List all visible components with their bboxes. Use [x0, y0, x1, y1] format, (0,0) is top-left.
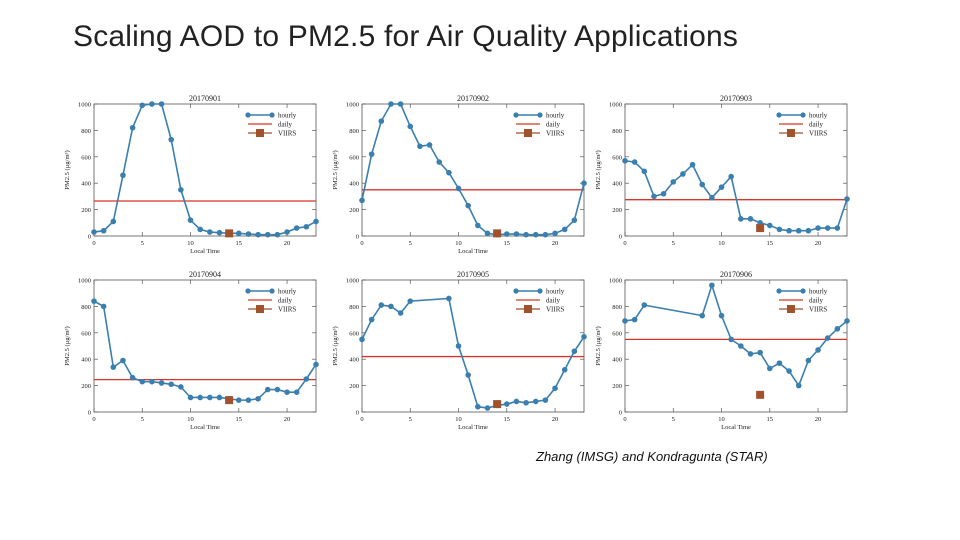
hourly-point	[622, 318, 628, 324]
x-tick-label: 20	[551, 240, 559, 247]
y-axis-label: PM2.5 (µg/m³)	[64, 150, 71, 190]
hourly-point	[111, 364, 117, 370]
x-tick-label: 0	[623, 416, 627, 423]
hourly-point	[304, 376, 310, 382]
legend-label-hourly: hourly	[809, 287, 828, 296]
hourly-point	[369, 317, 375, 323]
hourly-point	[313, 219, 319, 225]
hourly-point	[757, 350, 763, 356]
hourly-point	[796, 383, 802, 389]
hourly-point	[523, 400, 529, 406]
y-tick-label: 600	[349, 154, 359, 162]
x-tick-label: 20	[814, 240, 822, 247]
hourly-point	[91, 298, 97, 304]
hourly-point	[236, 231, 242, 237]
hourly-point	[188, 395, 194, 401]
hourly-point	[236, 397, 242, 403]
hourly-point	[178, 384, 184, 390]
legend-label-viirs: VIIRS	[278, 305, 297, 314]
legend-label-viirs: VIIRS	[278, 129, 297, 138]
y-tick-label: 1000	[609, 277, 622, 285]
hourly-point	[514, 399, 520, 405]
hourly-point	[369, 151, 375, 157]
y-tick-label: 200	[349, 207, 359, 215]
y-tick-label: 400	[612, 356, 622, 364]
hourly-point	[284, 229, 290, 235]
x-tick-label: 20	[283, 240, 291, 247]
x-tick-label: 15	[235, 240, 243, 247]
hourly-point	[815, 225, 821, 231]
y-tick-label: 0	[355, 233, 359, 241]
x-tick-label: 15	[235, 416, 243, 423]
x-tick-label: 5	[408, 416, 412, 423]
chart-panel-20170904	[58, 262, 338, 442]
hourly-point	[533, 399, 539, 405]
y-tick-label: 400	[612, 180, 622, 188]
hourly-point	[275, 232, 281, 238]
y-tick-label: 400	[349, 180, 359, 188]
y-tick-label: 200	[81, 207, 91, 215]
y-tick-label: 200	[612, 207, 622, 215]
hourly-point	[786, 228, 792, 234]
hourly-point	[427, 142, 433, 148]
x-axis-label: Local Time	[458, 248, 488, 255]
hourly-point	[101, 228, 107, 234]
chart-title: 20170905	[457, 270, 489, 279]
hourly-point	[709, 282, 715, 288]
legend-label-daily: daily	[278, 296, 292, 305]
hourly-point	[359, 198, 365, 204]
hourly-point	[632, 317, 638, 323]
legend-label-daily: daily	[809, 296, 823, 305]
hourly-point	[304, 224, 310, 230]
chart-title: 20170906	[720, 270, 752, 279]
hourly-point	[246, 231, 252, 237]
slide-title: Scaling AOD to PM2.5 for Air Quality Applications	[73, 20, 739, 53]
viirs-point	[493, 400, 501, 408]
hourly-point	[465, 203, 471, 209]
hourly-point	[699, 182, 705, 188]
viirs-point	[756, 391, 764, 399]
hourly-point	[767, 223, 773, 229]
y-tick-label: 600	[81, 330, 91, 338]
legend-hourly-marker	[513, 288, 518, 293]
hourly-point	[728, 174, 734, 180]
legend-hourly-marker	[800, 112, 805, 117]
y-tick-label: 400	[81, 356, 91, 364]
hourly-point	[149, 101, 155, 107]
hourly-point	[523, 232, 529, 238]
legend-label-hourly: hourly	[278, 111, 297, 120]
y-tick-label: 200	[349, 383, 359, 391]
hourly-point	[456, 186, 462, 192]
hourly-point	[379, 118, 385, 124]
hourly-point	[130, 375, 136, 381]
y-tick-label: 1000	[609, 101, 622, 109]
hourly-point	[504, 231, 510, 237]
hourly-point	[398, 101, 404, 107]
hourly-point	[690, 162, 696, 168]
hourly-point	[835, 326, 841, 332]
x-tick-label: 10	[455, 416, 462, 423]
hourly-point	[767, 366, 773, 372]
chart-title: 20170903	[720, 94, 752, 103]
legend-viirs-marker	[256, 129, 264, 137]
x-tick-label: 5	[671, 240, 675, 247]
legend-hourly-marker	[537, 112, 542, 117]
hourly-point	[275, 387, 281, 393]
legend-hourly-marker	[800, 288, 805, 293]
y-tick-label: 0	[355, 409, 359, 417]
credit-text: Zhang (IMSG) and Kondragunta (STAR)	[536, 449, 768, 464]
hourly-point	[844, 196, 850, 202]
hourly-point	[504, 401, 510, 407]
y-tick-label: 0	[87, 409, 91, 417]
hourly-point	[796, 228, 802, 234]
hourly-point	[543, 397, 549, 403]
legend-label-viirs: VIIRS	[546, 129, 565, 138]
hourly-point	[91, 229, 97, 235]
viirs-point	[756, 224, 764, 232]
chart-title: 20170904	[189, 270, 221, 279]
chart-panel-20170901	[58, 86, 338, 266]
y-tick-label: 400	[349, 356, 359, 364]
x-tick-label: 0	[360, 240, 364, 247]
x-tick-label: 15	[503, 416, 511, 423]
legend-viirs-marker	[524, 129, 532, 137]
hourly-point	[446, 170, 452, 176]
hourly-point	[642, 169, 648, 175]
hourly-point	[728, 337, 734, 343]
hourly-point	[436, 159, 442, 165]
y-tick-label: 1000	[346, 101, 359, 109]
y-axis-label: PM2.5 (µg/m³)	[595, 326, 602, 366]
hourly-point	[533, 232, 539, 238]
x-tick-label: 10	[187, 240, 194, 247]
hourly-point	[255, 232, 261, 238]
x-tick-label: 20	[283, 416, 291, 423]
chart-title: 20170902	[457, 94, 489, 103]
hourly-point	[680, 171, 686, 177]
hourly-point	[159, 380, 165, 386]
hourly-point	[255, 396, 261, 402]
legend-label-hourly: hourly	[278, 287, 297, 296]
hourly-point	[294, 225, 300, 231]
hourly-point	[407, 298, 413, 304]
y-tick-label: 800	[81, 127, 91, 135]
hourly-point	[149, 379, 155, 385]
hourly-point	[642, 302, 648, 308]
hourly-point	[379, 302, 385, 308]
y-axis-label: PM2.5 (µg/m³)	[64, 326, 71, 366]
hourly-point	[446, 296, 452, 302]
y-tick-label: 1000	[346, 277, 359, 285]
legend-viirs-marker	[524, 305, 532, 313]
legend-label-daily: daily	[546, 120, 560, 129]
hourly-point	[485, 405, 491, 411]
legend-hourly-marker	[269, 288, 274, 293]
hourly-point	[572, 217, 578, 223]
legend-hourly-marker	[269, 112, 274, 117]
hourly-point	[130, 125, 136, 131]
legend-viirs-marker	[787, 129, 795, 137]
hourly-point	[120, 358, 126, 364]
x-tick-label: 0	[92, 416, 96, 423]
hourly-point	[417, 143, 423, 149]
y-tick-label: 600	[612, 154, 622, 162]
legend-hourly-marker	[245, 288, 250, 293]
y-axis-label: PM2.5 (µg/m³)	[332, 150, 339, 190]
y-tick-label: 800	[349, 303, 359, 311]
hourly-point	[359, 337, 365, 343]
hourly-point	[719, 184, 725, 190]
x-axis-label: Local Time	[190, 424, 220, 431]
hourly-point	[197, 227, 203, 233]
hourly-point	[265, 387, 271, 393]
y-tick-label: 800	[81, 303, 91, 311]
hourly-point	[835, 225, 841, 231]
y-tick-label: 600	[349, 330, 359, 338]
legend-label-hourly: hourly	[809, 111, 828, 120]
x-tick-label: 10	[455, 240, 462, 247]
legend-viirs-marker	[787, 305, 795, 313]
hourly-series-line	[362, 298, 584, 408]
hourly-point	[475, 223, 481, 229]
hourly-point	[265, 232, 271, 238]
hourly-point	[806, 228, 812, 234]
hourly-point	[581, 334, 587, 340]
legend-hourly-marker	[537, 288, 542, 293]
hourly-point	[217, 395, 223, 401]
hourly-point	[388, 304, 394, 310]
hourly-point	[815, 347, 821, 353]
hourly-point	[456, 343, 462, 349]
x-tick-label: 15	[766, 416, 774, 423]
hourly-point	[313, 362, 319, 368]
hourly-point	[562, 367, 568, 373]
legend-label-hourly: hourly	[546, 287, 565, 296]
y-tick-label: 800	[612, 303, 622, 311]
hourly-point	[159, 101, 165, 107]
legend-label-daily: daily	[809, 120, 823, 129]
hourly-point	[407, 124, 413, 130]
y-tick-label: 0	[618, 233, 622, 241]
hourly-point	[738, 343, 744, 349]
hourly-point	[719, 313, 725, 319]
hourly-point	[543, 232, 549, 238]
x-tick-label: 10	[718, 416, 725, 423]
legend-label-viirs: VIIRS	[546, 305, 565, 314]
hourly-point	[825, 225, 831, 231]
x-tick-label: 20	[814, 416, 822, 423]
hourly-point	[120, 172, 126, 178]
x-tick-label: 5	[140, 240, 144, 247]
hourly-point	[552, 231, 558, 237]
hourly-point	[101, 304, 107, 310]
hourly-point	[622, 158, 628, 164]
y-tick-label: 200	[612, 383, 622, 391]
y-tick-label: 800	[612, 127, 622, 135]
hourly-point	[388, 101, 394, 107]
hourly-point	[111, 219, 117, 225]
x-tick-label: 0	[92, 240, 96, 247]
legend-label-daily: daily	[278, 120, 292, 129]
hourly-point	[514, 231, 520, 237]
hourly-point	[825, 335, 831, 341]
hourly-point	[661, 191, 667, 197]
hourly-point	[699, 313, 705, 319]
x-tick-label: 15	[503, 240, 511, 247]
hourly-point	[168, 137, 174, 143]
x-tick-label: 15	[766, 240, 774, 247]
hourly-point	[572, 348, 578, 354]
y-axis-label: PM2.5 (µg/m³)	[595, 150, 602, 190]
legend-hourly-marker	[776, 112, 781, 117]
x-tick-label: 5	[671, 416, 675, 423]
hourly-series-line	[625, 161, 847, 231]
x-tick-label: 10	[718, 240, 725, 247]
hourly-point	[168, 381, 174, 387]
x-tick-label: 10	[187, 416, 194, 423]
y-tick-label: 1000	[78, 277, 91, 285]
hourly-point	[398, 310, 404, 316]
hourly-point	[284, 389, 290, 395]
y-tick-label: 0	[618, 409, 622, 417]
hourly-point	[552, 385, 558, 391]
y-tick-label: 1000	[78, 101, 91, 109]
hourly-point	[738, 216, 744, 222]
viirs-point	[493, 229, 501, 237]
x-axis-label: Local Time	[190, 248, 220, 255]
hourly-point	[844, 318, 850, 324]
hourly-point	[748, 351, 754, 357]
viirs-point	[225, 229, 233, 237]
y-tick-label: 400	[81, 180, 91, 188]
hourly-point	[581, 180, 587, 186]
legend-label-viirs: VIIRS	[809, 129, 828, 138]
x-axis-label: Local Time	[721, 424, 751, 431]
chart-panel-20170902	[326, 86, 606, 266]
hourly-point	[139, 103, 145, 109]
hourly-point	[139, 379, 145, 385]
x-axis-label: Local Time	[458, 424, 488, 431]
x-tick-label: 5	[408, 240, 412, 247]
hourly-point	[246, 397, 252, 403]
legend-label-daily: daily	[546, 296, 560, 305]
y-axis-label: PM2.5 (µg/m³)	[332, 326, 339, 366]
hourly-point	[632, 159, 638, 165]
hourly-point	[786, 368, 792, 374]
hourly-point	[207, 395, 213, 401]
hourly-point	[777, 227, 783, 233]
hourly-point	[475, 404, 481, 410]
y-tick-label: 800	[349, 127, 359, 135]
y-tick-label: 200	[81, 383, 91, 391]
legend-viirs-marker	[256, 305, 264, 313]
y-tick-label: 0	[87, 233, 91, 241]
hourly-point	[806, 358, 812, 364]
legend-label-viirs: VIIRS	[809, 305, 828, 314]
hourly-point	[748, 216, 754, 222]
y-tick-label: 600	[81, 154, 91, 162]
x-tick-label: 20	[551, 416, 559, 423]
legend-label-hourly: hourly	[546, 111, 565, 120]
hourly-point	[709, 195, 715, 201]
hourly-series-line	[94, 301, 316, 400]
hourly-point	[178, 187, 184, 193]
legend-hourly-marker	[245, 112, 250, 117]
x-tick-label: 0	[360, 416, 364, 423]
x-tick-label: 0	[623, 240, 627, 247]
legend-hourly-marker	[513, 112, 518, 117]
hourly-point	[670, 179, 676, 185]
hourly-point	[207, 229, 213, 235]
chart-panel-20170905	[326, 262, 606, 442]
hourly-point	[777, 360, 783, 366]
hourly-point	[197, 395, 203, 401]
chart-panel-20170903	[589, 86, 869, 266]
hourly-point	[217, 230, 223, 236]
viirs-point	[225, 396, 233, 404]
hourly-point	[465, 372, 471, 378]
chart-title: 20170901	[189, 94, 221, 103]
x-tick-label: 5	[140, 416, 144, 423]
hourly-point	[651, 194, 657, 200]
hourly-point	[485, 231, 491, 237]
legend-hourly-marker	[776, 288, 781, 293]
hourly-point	[188, 217, 194, 223]
hourly-point	[294, 389, 300, 395]
y-tick-label: 600	[612, 330, 622, 338]
chart-panel-20170906	[589, 262, 869, 442]
hourly-point	[562, 227, 568, 233]
